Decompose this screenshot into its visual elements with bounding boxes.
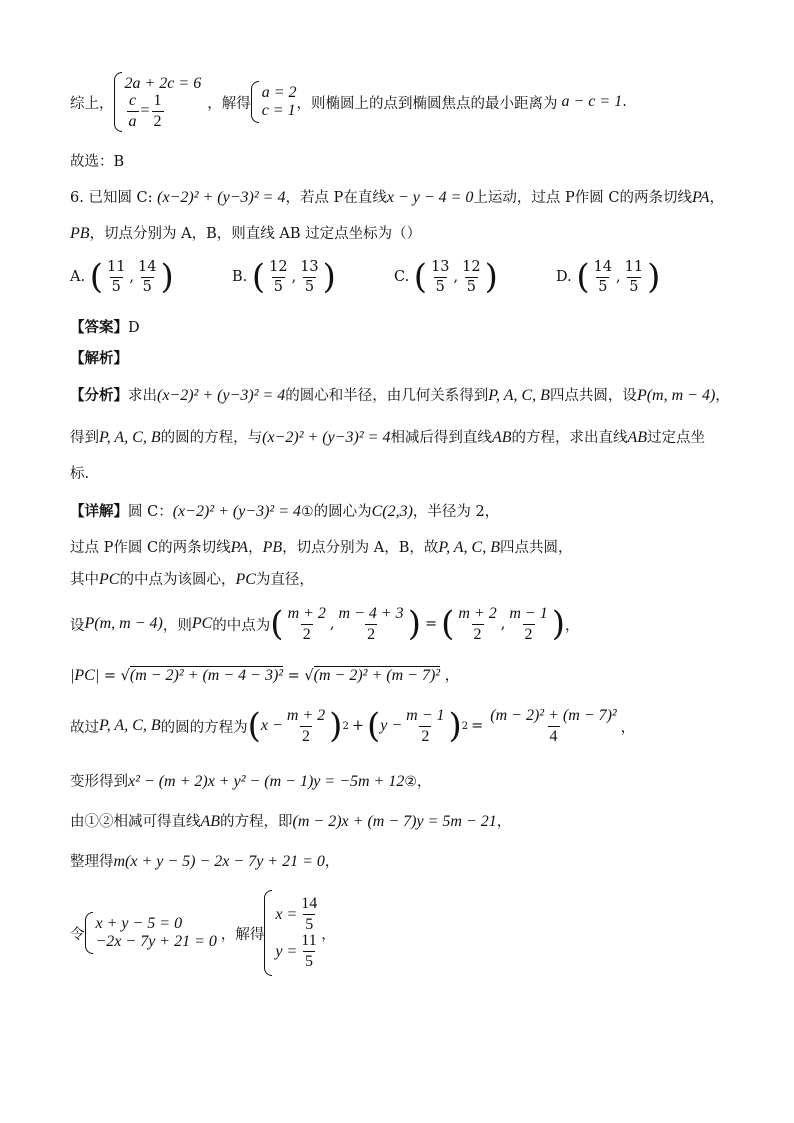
frac-den: 2 [302,625,311,643]
frac-den: 2 [524,625,533,643]
text: 变形得到 [70,774,128,790]
frac-den: a [128,112,137,130]
frac-den: 2 [367,625,376,643]
text: 设 [70,617,85,634]
option-y-den: 5 [466,278,476,295]
answer-tag: 【答案】 [70,319,128,336]
left-brace [264,890,272,976]
frac-den: 2 [153,112,162,130]
system-row-1: 2a + 2c = 6 [124,74,202,92]
option-x-den: 5 [435,278,445,295]
detail-tag: 【详解】 [70,503,128,520]
text: 四点共圆，设 [549,388,637,404]
option-label: B. [232,269,248,285]
frac-num: c [128,91,137,109]
detail-line-7 [70,770,431,791]
fenxi-line-3: 标. [70,466,90,482]
option-x-den: 5 [273,278,283,295]
equation-system-1 [125,75,202,130]
conclusion-line [70,70,627,134]
answer-value: D [128,320,140,336]
solution-system-2: x = $\frac{14}{5}$ y = $\frac{11}{5}$ [275,895,318,970]
text: 相减后得到直线 [390,430,492,446]
comma: ， [416,774,432,790]
points: P, A, C, B [99,717,161,734]
segment-pa: PA [692,189,710,206]
frac-den: 5 [305,916,314,933]
text: ，则 [162,617,192,634]
fenxi-line-1 [70,384,730,405]
equation-system-2 [96,915,217,951]
frac-num: m + 2 [287,604,326,622]
text: 的中点为该圆心， [119,572,236,588]
comma: ， [324,854,340,870]
option-y-den: 5 [629,278,639,295]
conclusion-result: a − c = 1 [561,93,623,110]
question-text: 上运动，过点 P作圆 C的两条切线 [473,190,692,206]
text: 的圆的方程，与 [160,430,263,446]
option-x-num: 14 [593,259,613,275]
question-text: ，若点 P在直线 [285,190,387,206]
system-row-2: −2x − 7y + 21 = 0 [95,933,217,950]
segment-pc: PC [99,571,120,588]
circled-two: ② [404,774,417,790]
detail-line-2 [70,536,573,557]
text: 四点共圆， [500,540,573,556]
segment-pb: PB [70,225,90,242]
analysis-heading [70,347,128,368]
points: P, A, C, B [99,429,161,446]
pc-length: |PC| [70,667,100,684]
radicand-1: (m − 2)² + (m − 4 − 3)² [129,667,284,684]
segment-pc: PC [235,571,256,588]
circle-equation: (x−2)² + (y−3)² = 4 [262,429,391,446]
frac-den: 2 [473,625,482,643]
frac-den: 4 [549,727,558,745]
text: 圆 C： [128,504,173,520]
text: 令 [70,926,85,943]
option-d[interactable]: D. ( $\frac{14}{5}$ , $\frac{11}{5}$ ) [556,257,661,297]
question-line-2 [70,222,421,243]
line-ab-equation: (m − 2)x + (m − 7)y = 5m − 21 [292,813,497,830]
option-label: D. [556,269,572,285]
circled-one: ① [301,504,314,520]
solution-system [262,84,297,120]
frac-num: m − 1 [509,604,548,622]
text: 由①②相减可得直线 [70,814,201,830]
line-ab: AB [200,813,221,830]
text: 过点 P作圆 C的两条切线 [70,540,231,556]
fenxi-tag: 【分析】 [70,387,128,404]
frac-num: 1 [153,91,162,109]
text: 为直径， [255,572,314,588]
option-x-num: 12 [269,259,288,275]
equals-sign: = [140,102,150,119]
text: 其中 [70,572,99,588]
text: ，切点分别为 A，B，故 [282,540,439,556]
text: 的方程，求出直线 [511,430,628,446]
segment-pb: PB [262,539,283,556]
detail-line-10 [70,888,336,978]
segment-pc: PC [191,615,213,632]
system-row-1: x + y − 5 = 0 [95,915,183,932]
points: P, A, C, B [438,539,500,556]
text: 故过 [70,719,99,736]
center-c: C(2,3) [371,503,413,520]
text: 过定点坐 [647,430,706,446]
text: ，半径为 2， [412,504,500,520]
option-b[interactable]: B. ( $\frac{12}{5}$ , $\frac{13}{5}$ ) [232,257,336,297]
rearranged-equation: m(x + y − 5) − 2x − 7y + 21 = 0 [113,853,325,870]
question-number: 6. [70,190,84,206]
segment-pa: PA [230,539,249,556]
fenxi-line-2 [70,426,705,447]
option-x-num: 13 [431,259,450,275]
option-y-num: 11 [624,259,644,275]
comma: ， [564,617,580,634]
left-brace [114,72,122,132]
frac-num: m − 4 + 3 [338,604,404,622]
frac-num: m − 1 [406,706,445,724]
text: 整理得 [70,854,114,870]
previous-answer: 故选：B [70,154,125,170]
option-y-den: 5 [142,278,152,295]
frac-num: 11 [301,932,317,949]
question-line-1 [70,186,724,207]
solution-row-2: c = 1 [261,102,296,119]
period: . [622,94,627,110]
frac-num: m + 2 [286,706,326,724]
circle-equation: (x−2)² + (y−3)² = 4 [157,387,286,404]
line-equation: x − y − 4 = 0 [386,189,474,206]
detail-line-8 [70,810,511,831]
detail-line-1 [70,500,499,521]
comma: ， [496,814,512,830]
line-ab: AB [491,429,512,446]
option-y-den: 5 [304,278,315,295]
option-y-num: 14 [138,259,157,275]
points: P, A, C, B [488,387,550,404]
comma: ， [444,668,460,684]
circle-equation: (x−2)² + (y−3)² = 4 [172,503,302,520]
radicand-2: (m − 2)² + (m − 7)² [313,667,441,684]
solution-row-1: a = 2 [261,84,297,101]
option-label: C. [394,269,410,285]
option-a[interactable]: A. ( $\frac{11}{5}$ , $\frac{14}{5}$ ) [70,257,174,297]
question-text: ，切点分别为 A，B，则直线 AB 过定点坐标为（） [89,226,422,242]
text: ， [715,388,730,404]
text: 的圆心为 [313,504,372,520]
detail-line-9 [70,850,339,871]
detail-line-6: 故过 P, A, C, B 的圆的方程为 ( x − $\frac{m + 2}{2}$ ) 2 + ( y − $\frac{m - 1}{2}$ ) 2 = $\frac{\text{(m − 2)² + (m − 7)²}}{4}$ ， [70,706,636,746]
detail-line-5: |PC| = √(m − 2)² + (m − 4 − 3)² = √(m − 2)² + (m − 7)² ， [70,667,460,684]
comma: ， [709,190,724,206]
option-c[interactable]: C. ( $\frac{13}{5}$ , $\frac{12}{5}$ ) [394,257,498,297]
frac-num: 14 [301,895,318,912]
text: 得到 [70,430,99,446]
answer-line [70,316,140,337]
frac-num: (m − 2)² + (m − 7)² [490,706,617,724]
text: ，解得 [220,926,265,943]
frac-den: 5 [305,953,313,970]
comma: ， [620,719,636,736]
circle-equation: (x−2)² + (y−3)² = 4 [157,189,286,206]
option-x-den: 5 [111,278,121,295]
option-x-num: 11 [106,259,126,275]
detail-line-3 [70,568,314,589]
option-x-den: 5 [598,278,608,295]
comma: ， [321,926,336,943]
frac-den: 2 [301,727,310,745]
point-p: P(m, m − 4) [636,387,716,404]
option-label: A. [70,269,86,285]
text: 的圆心和半径，由几何关系得到 [285,388,489,404]
frac-den: 2 [421,727,430,745]
point-p: P(m, m − 4) [84,615,163,632]
analysis-tag: 【解析】 [70,350,128,367]
text: 的圆的方程为 [160,719,248,736]
conclusion-prefix: 综上， [70,95,114,112]
expanded-equation: x² − (m + 2)x + y² − (m − 1)y = −5m + 12 [128,773,405,790]
text: 的中点为 [212,617,271,634]
conclusion-suffix: ，则椭圆上的点到椭圆焦点的最小距离为 [296,95,558,112]
conclusion-mid: ，解得 [207,95,251,112]
line-ab: AB [627,429,648,446]
option-y-num: 12 [462,259,481,275]
text: 求出 [128,388,157,404]
left-brace [85,912,93,954]
option-y-num: 13 [300,259,319,275]
left-brace [251,81,259,123]
text: 的方程，即 [220,814,293,830]
frac-num: m + 2 [458,604,497,622]
question-text: 已知圆 C: [88,190,158,206]
text: ， [248,540,263,556]
detail-line-4: 设 P(m, m − 4) ，则 PC 的中点为 ( $\frac{m + 2}{2}$ , $\frac{m - 4 + 3}{2}$ ) = ( $\frac{m + 2}{2}$ , $\frac{m - 1}{2}$ ) ， [70,604,580,644]
